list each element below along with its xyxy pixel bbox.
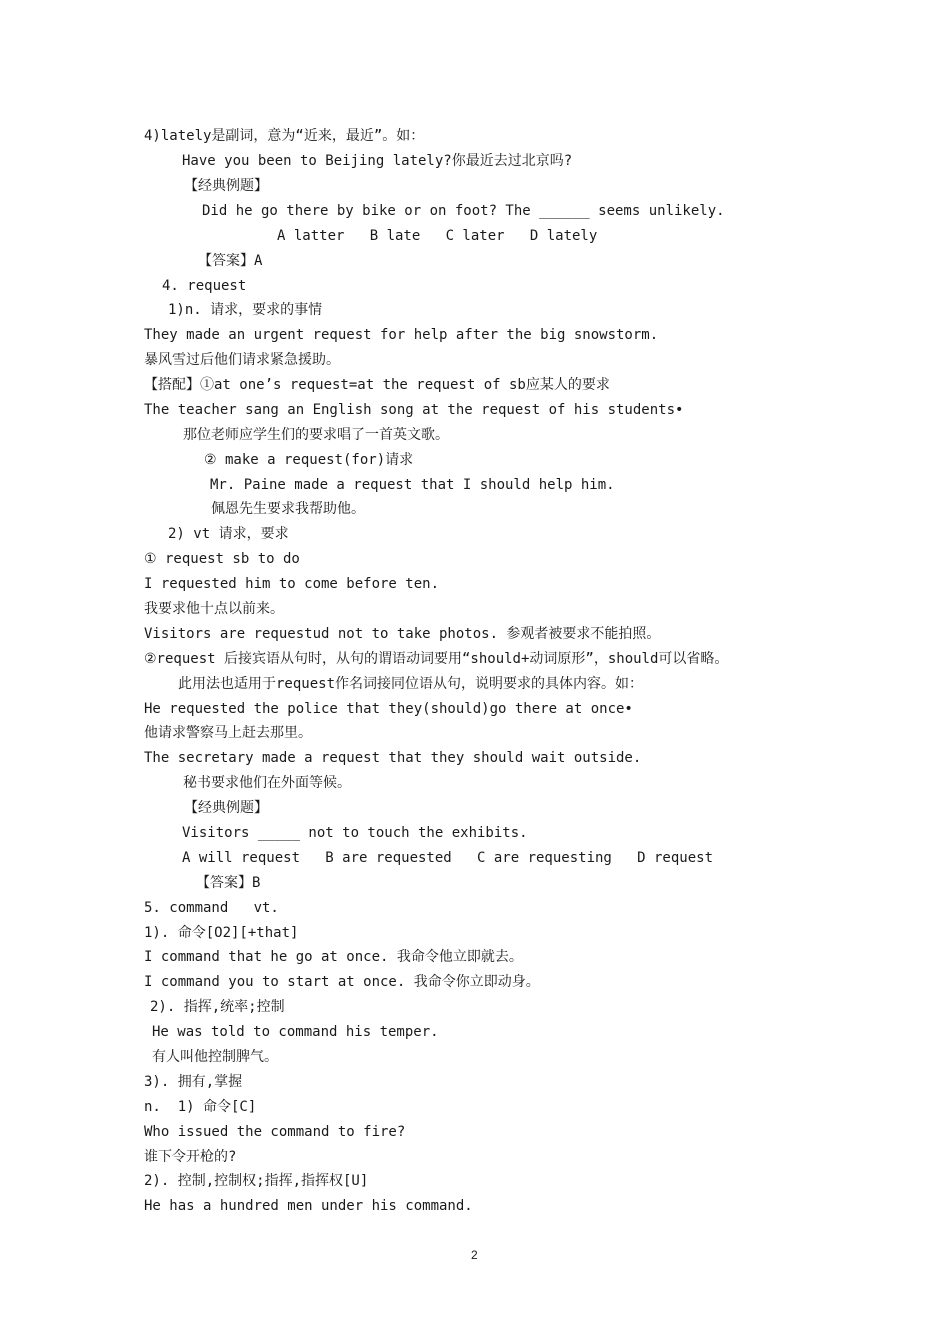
text-line: ②request 后接宾语从句时，从句的谓语动词要用“should+动词原形”，should可以省略。 xyxy=(144,651,729,667)
text-line: 1)n. 请求，要求的事情 xyxy=(168,302,323,318)
text-line: 有人叫他控制脾气。 xyxy=(152,1049,278,1065)
text-line: A latter B late C later D lately xyxy=(277,228,598,244)
text-line: 暴风雪过后他们请求紧急援助。 xyxy=(144,352,340,368)
text-line: I command you to start at once. 我命令你立即动身。 xyxy=(144,974,540,990)
text-line: Did he go there by bike or on foot? The ______ seems unlikely. xyxy=(202,203,725,219)
text-line: 【答案】B xyxy=(196,875,261,891)
text-line: 1). 命令[O2][+that] xyxy=(144,925,299,941)
text-line: A will request B are requested C are requesting D request xyxy=(182,850,714,866)
text-line: 2). 指挥,统率;控制 xyxy=(150,999,285,1015)
text-line: 佩恩先生要求我帮助他。 xyxy=(211,501,365,517)
text-line: They made an urgent request for help after the big snowstorm. xyxy=(144,327,659,343)
text-line: I command that he go at once. 我命令他立即就去。 xyxy=(144,949,523,965)
text-line: I requested him to come before ten. xyxy=(144,576,440,592)
text-line: n. 1) 命令[C] xyxy=(144,1099,257,1115)
text-line: The teacher sang an English song at the request of his students• xyxy=(144,402,684,418)
text-line: He requested the police that they(should)go there at once• xyxy=(144,701,633,717)
text-line: 3). 拥有,掌握 xyxy=(144,1074,243,1090)
text-line: ① request sb to do xyxy=(144,551,300,567)
text-line: The secretary made a request that they should wait outside. xyxy=(144,750,642,766)
text-line: 秘书要求他们在外面等候。 xyxy=(183,775,351,791)
text-line: He was told to command his temper. xyxy=(152,1024,439,1040)
text-line: Visitors _____ not to touch the exhibits. xyxy=(182,825,528,841)
page-number: 2 xyxy=(471,1248,478,1262)
text-line: 4. request xyxy=(162,278,247,294)
text-line: Visitors are requestud not to take photos. 参观者被要求不能拍照。 xyxy=(144,626,661,642)
text-line: Have you been to Beijing lately?你最近去过北京吗? xyxy=(182,153,573,169)
text-line: Mr. Paine made a request that I should help him. xyxy=(210,477,615,493)
text-line: 此用法也适用于request作名词接同位语从句，说明要求的具体内容。如： xyxy=(178,676,643,692)
text-line: 2) vt 请求，要求 xyxy=(168,526,289,542)
text-line: 5. command vt. xyxy=(144,900,279,916)
text-line: 【搭配】①at one’s request=at the request of sb应某人的要求 xyxy=(144,377,610,393)
text-line: 我要求他十点以前来。 xyxy=(144,601,284,617)
text-line: ② make a request(for)请求 xyxy=(204,452,414,468)
text-line: 4)lately是副词，意为“近来，最近”。如： xyxy=(144,128,425,144)
text-line: 【经典例题】 xyxy=(184,800,268,816)
text-line: 【答案】A xyxy=(198,253,263,269)
text-line: 2). 控制,控制权;指挥,指挥权[U] xyxy=(144,1173,369,1189)
text-line: Who issued the command to fire? xyxy=(144,1124,406,1140)
text-line: He has a hundred men under his command. xyxy=(144,1198,473,1214)
text-line: 谁下令开枪的? xyxy=(144,1149,237,1165)
text-line: 他请求警察马上赶去那里。 xyxy=(144,725,312,741)
text-line: 【经典例题】 xyxy=(184,178,268,194)
text-line: 那位老师应学生们的要求唱了一首英文歌。 xyxy=(183,427,449,443)
